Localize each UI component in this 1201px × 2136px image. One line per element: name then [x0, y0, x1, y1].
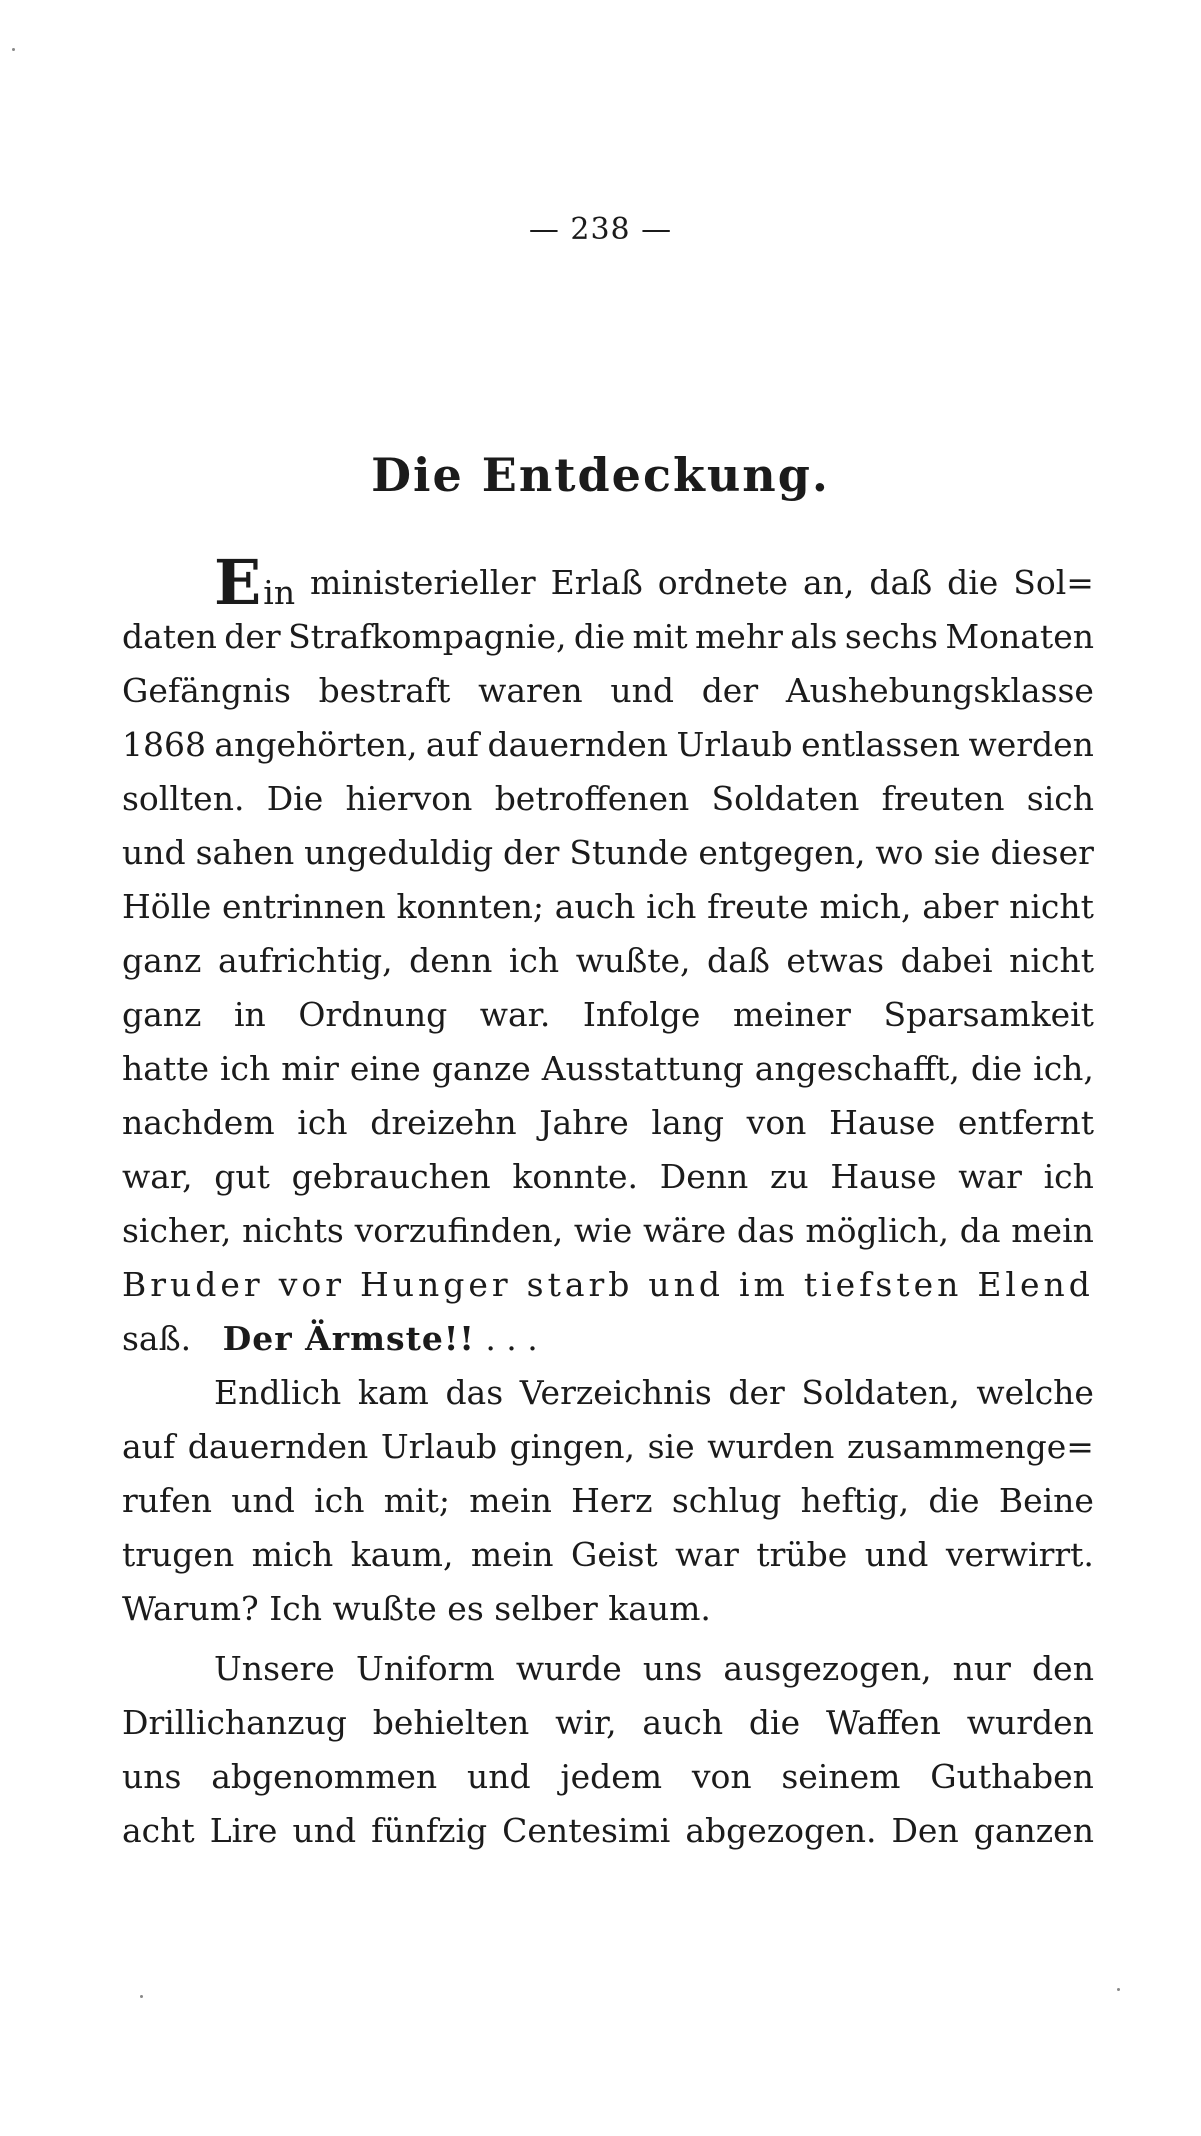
text-line: uns abgenommen und jedem von seinem Guthaben — [122, 1757, 1094, 1796]
drop-initial: E — [214, 546, 262, 619]
body-text — [122, 546, 1094, 1858]
text-line: war, gut gebrauchen konnte. Denn zu Hause war ich — [122, 1157, 1094, 1196]
emphasis-text: Der Ärmste!! — [222, 1319, 475, 1358]
ellipsis: . . . — [485, 1319, 538, 1358]
text-line: trugen mich kaum, mein Geist war trübe und verwirrt. — [122, 1535, 1094, 1574]
text-line: rufen und ich mit; mein Herz schlug heftig, die Beine — [122, 1481, 1094, 1520]
text-line: ganz aufrichtig, denn ich wußte, daß etwas dabei nicht — [122, 941, 1094, 980]
text-line: daten der Strafkompagnie, die mit mehr als sechs Monaten — [122, 617, 1094, 656]
text-line: sicher, nichts vorzufinden, wie wäre das möglich, da mein — [122, 1211, 1094, 1250]
text-line: auf dauernden Urlaub gingen, sie wurden zusammenge= — [122, 1427, 1094, 1466]
text-line: ganz in Ordnung war. Infolge meiner Sparsamkeit — [122, 995, 1094, 1034]
text-line: Ein ministerieller Erlaß ordnete an, daß die Sol= — [214, 546, 1094, 619]
text-line: Gefängnis bestraft waren und der Aushebungsklasse — [122, 671, 1094, 710]
text-line: und sahen ungeduldig der Stunde entgegen, wo sie dieser — [122, 833, 1094, 872]
text-line: sollten. Die hiervon betroffenen Soldaten freuten sich — [122, 779, 1094, 818]
text-line: Unsere Uniform wurde uns ausgezogen, nur den — [214, 1649, 1094, 1688]
text-line: Bruder vor Hunger starb und im tiefsten Elend — [122, 1265, 1094, 1304]
text-line: Warum? Ich wußte es selber kaum. — [122, 1589, 711, 1628]
text-line: Hölle entrinnen konnten; auch ich freute mich, aber nicht — [122, 887, 1094, 926]
text-line: 1868 angehörten, auf dauernden Urlaub entlassen werden — [122, 725, 1094, 764]
text-line: hatte ich mir eine ganze Ausstattung angeschafft, die ich, — [122, 1049, 1094, 1088]
text-line — [122, 1312, 1094, 1366]
text-line-start: saß. — [122, 1319, 192, 1358]
text-line: nachdem ich dreizehn Jahre lang von Hause entfernt — [122, 1103, 1094, 1142]
text-line: Drillichanzug behielten wir, auch die Waffen wurden — [122, 1703, 1094, 1742]
scan-speck — [12, 48, 15, 51]
page-number: — 238 — — [528, 212, 673, 247]
scan-speck — [1117, 1988, 1120, 1991]
text-line: Endlich kam das Verzeichnis der Soldaten, welche — [214, 1373, 1094, 1412]
scan-speck — [140, 1995, 143, 1998]
text-line: acht Lire und fünfzig Centesimi abgezogen. Den ganzen — [122, 1811, 1094, 1850]
chapter-heading: Die Entdeckung. — [371, 448, 830, 502]
